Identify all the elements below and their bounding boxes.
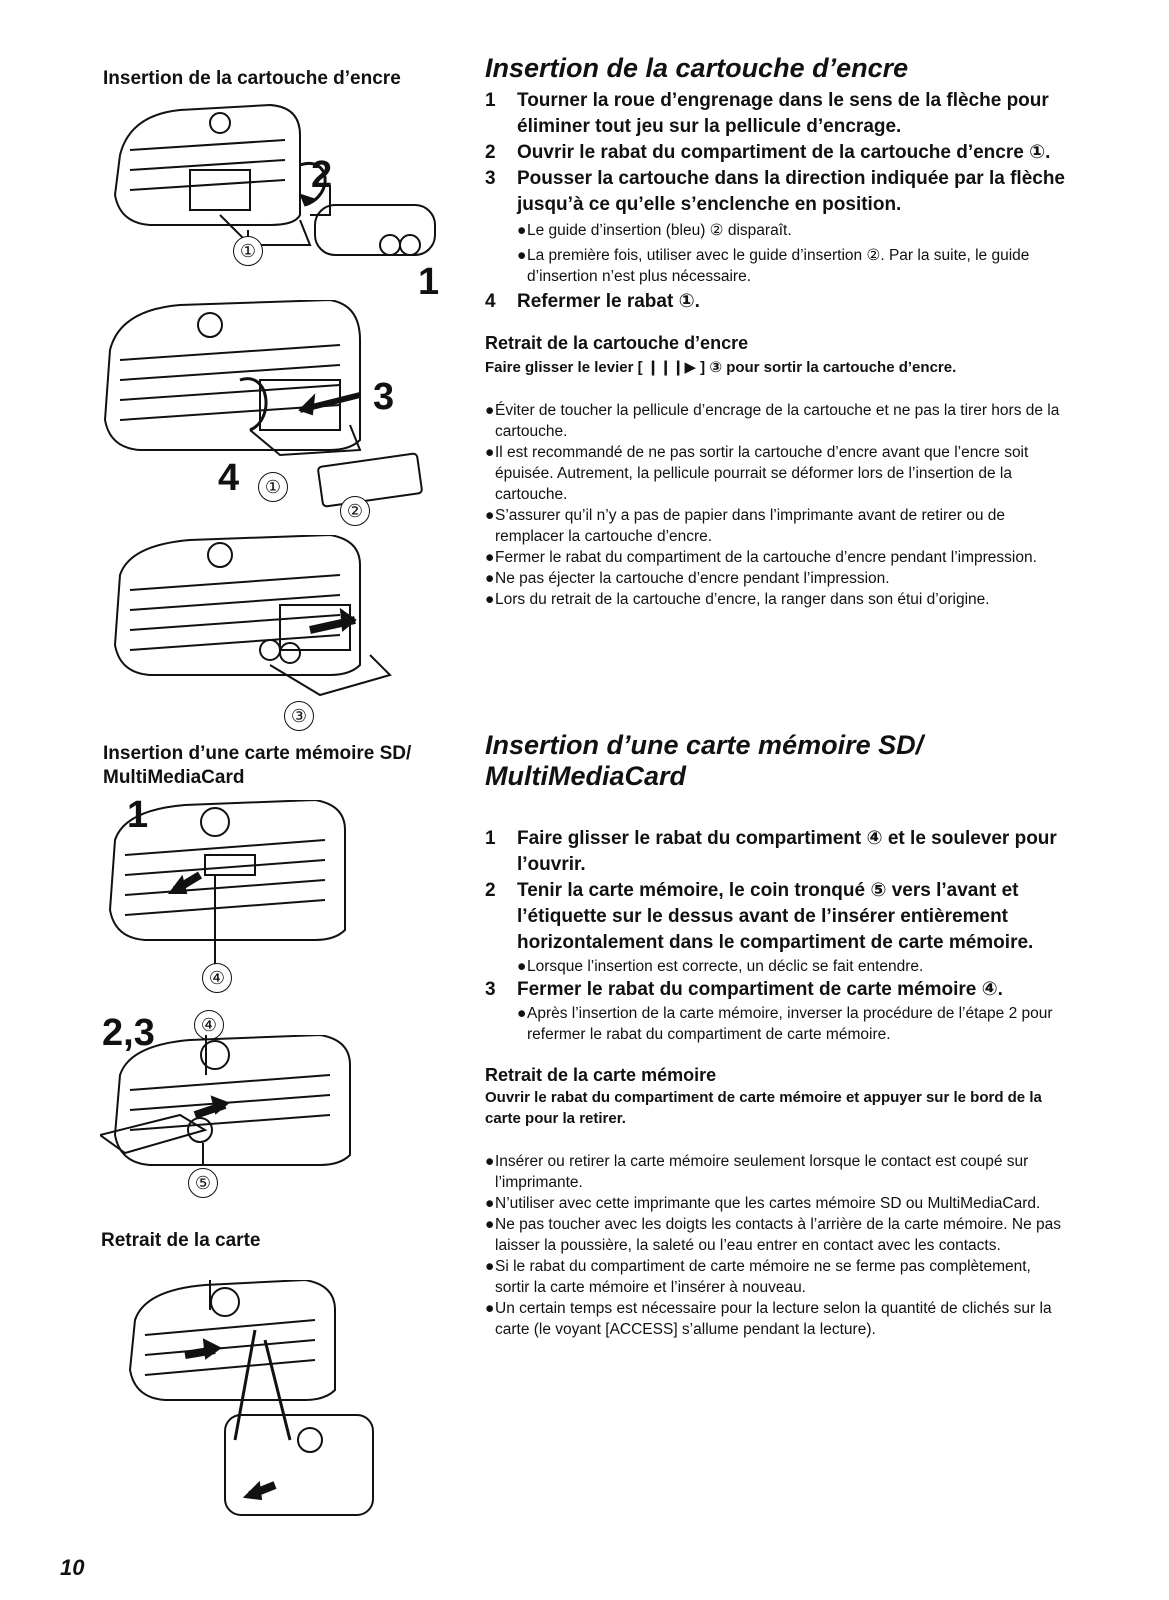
step-number: 2 [485, 880, 496, 901]
step-bullets [485, 1003, 1065, 1045]
notes-list [485, 1151, 1065, 1340]
note-item [485, 1151, 1065, 1193]
bullet-dot: ● [517, 222, 527, 239]
step-item [485, 166, 1065, 218]
caption-ink-insertion: Insertion de la cartouche d’encre [103, 68, 401, 89]
bullet-text: Lorsque l’insertion est correcte, un déclic se fait entendre. [527, 958, 924, 975]
step-text: Pousser la cartouche dans la direction indiquée par la flèche jusqu’à ce qu’elle s’enclenche en position. [517, 168, 1066, 215]
note-item [485, 1214, 1065, 1256]
figure-step-4-label: 4 [218, 457, 240, 499]
notes-list [485, 400, 1065, 610]
step-bullets [485, 220, 1065, 287]
illustration-ink-cartridge-open [100, 95, 460, 305]
bullet-dot: ● [485, 1195, 495, 1212]
note-text: Lors du retrait de la cartouche d’encre, la ranger dans son étui d’origine. [495, 591, 990, 608]
callout-2: ② [340, 496, 370, 526]
callout-1: ① [258, 472, 288, 502]
illustration-sd-card-removal [125, 1280, 380, 1520]
illustration-sd-card-insert [100, 1035, 380, 1185]
step-number: 3 [485, 168, 496, 189]
note-text: N’utiliser avec cette imprimante que les cartes mémoire SD ou MultiMediaCard. [495, 1195, 1041, 1212]
step-text: Faire glisser le rabat du compartiment ④ et le soulever pour l’ouvrir. [517, 828, 1057, 875]
note-item [485, 1256, 1065, 1298]
step-bullets [485, 956, 1065, 977]
bullet-dot: ● [517, 247, 527, 264]
note-item [485, 400, 1065, 442]
callout-4: ④ [194, 1010, 224, 1040]
note-text: Il est recommandé de ne pas sortir la cartouche d’encre avant que l’encre soit épuisée. Autrement, la pellicule pourrait se déformer lors de l’insertion de la cartouche. [495, 444, 1029, 503]
illustration-sd-slot-open [105, 800, 385, 970]
note-item [485, 589, 1065, 610]
bullet-text: Après l’insertion de la carte mémoire, inverser la procédure de l’étape 2 pour refermer le rabat du compartiment de carte mémoire. [527, 1005, 1053, 1043]
bullet-dot: ● [517, 958, 527, 975]
bullet-dot: ● [485, 1258, 495, 1275]
note-text: Éviter de toucher la pellicule d’encrage de la cartouche et ne pas la tirer hors de la cartouche. [495, 402, 1060, 440]
step-number: 1 [485, 90, 496, 111]
step-text: Ouvrir le rabat du compartiment de la cartouche d’encre ①. [517, 142, 1051, 163]
note-text: Insérer ou retirer la carte mémoire seulement lorsque le contact est coupé sur l’imprimante. [495, 1153, 1029, 1191]
removal-instruction: Ouvrir le rabat du compartiment de carte mémoire et appuyer sur le bord de la carte pour la retirer. [485, 1089, 1042, 1127]
step-item [485, 977, 1065, 1003]
callout-3: ③ [284, 701, 314, 731]
figure-step-3-label: 3 [373, 376, 395, 418]
callout-5: ⑤ [188, 1168, 218, 1198]
bullet-dot: ● [485, 1153, 495, 1170]
step-text: Refermer le rabat ①. [517, 291, 700, 312]
bullet-dot: ● [485, 591, 495, 608]
sd-section [485, 730, 1065, 1340]
step-text: Fermer le rabat du compartiment de carte mémoire ④. [517, 979, 1003, 1000]
subsection-title: Retrait de la carte mémoire [485, 1065, 717, 1085]
illustration-ink-cartridge-removal [110, 535, 400, 705]
step-item [485, 140, 1065, 166]
step-text: Tenir la carte mémoire, le coin tronqué ⑤ vers l’avant et l’étiquette sur le dessus avant de l’insérer entièrement horizontalement dans le compartiment de carte mémoire. [517, 880, 1034, 953]
step-item [485, 826, 1065, 878]
bullet-text: Le guide d’insertion (bleu) ② disparaît. [527, 222, 792, 239]
bullet-item [517, 220, 1065, 241]
section-title: Insertion d’une carte mémoire SD/ [485, 730, 924, 760]
figure-step-1-label: 1 [418, 261, 440, 303]
bullet-item [517, 245, 1065, 287]
step-item [485, 289, 1065, 315]
note-text: Ne pas éjecter la cartouche d’encre pendant l’impression. [495, 570, 890, 587]
bullet-dot: ● [485, 1300, 495, 1317]
note-text: Un certain temps est nécessaire pour la lecture selon la quantité de clichés sur la carte (le voyant [ACCESS] s’allume pendant la lecture). [495, 1300, 1052, 1338]
step-number: 4 [485, 291, 496, 312]
removal-instruction: Faire glisser le levier [ ❙❙❙▶ ] ③ pour sortir la cartouche d’encre. [485, 359, 957, 376]
bullet-text: La première fois, utiliser avec le guide d’insertion ②. Par la suite, le guide d’insertion n’est plus nécessaire. [527, 247, 1030, 285]
note-text: Fermer le rabat du compartiment de la cartouche d’encre pendant l’impression. [495, 549, 1037, 566]
caption-sd-insertion: Insertion d’une carte mémoire SD/ MultiMediaCard [103, 743, 412, 788]
step-text: Tourner la roue d’engrenage dans le sens de la flèche pour éliminer tout jeu sur la pellicule d’encrage. [517, 90, 1049, 137]
page-number: 10 [60, 1555, 85, 1580]
note-item [485, 568, 1065, 589]
callout-4: ④ [202, 963, 232, 993]
ink-section [485, 53, 1065, 610]
bullet-item [517, 1003, 1065, 1045]
note-item [485, 442, 1065, 505]
note-item [485, 505, 1065, 547]
bullet-dot: ● [485, 507, 495, 524]
caption-card-removal: Retrait de la carte [101, 1230, 261, 1251]
note-text: Ne pas toucher avec les doigts les contacts à l’arrière de la carte mémoire. Ne pas laisser la poussière, la saleté ou l’eau entrer en contact avec les contacts. [495, 1216, 1062, 1254]
bullet-dot: ● [485, 549, 495, 566]
bullet-dot: ● [485, 570, 495, 587]
note-item [485, 1193, 1065, 1214]
bullet-dot: ● [517, 1005, 527, 1022]
note-item [485, 1298, 1065, 1340]
bullet-dot: ● [485, 1216, 495, 1233]
step-number: 3 [485, 979, 496, 1000]
note-text: S’assurer qu’il n’y a pas de papier dans l’imprimante avant de retirer ou de remplacer la cartouche d’encre. [495, 507, 1006, 545]
bullet-dot: ● [485, 444, 495, 461]
callout-1: ① [233, 236, 263, 266]
bullet-item [517, 956, 1065, 977]
figure-step-1-label: 1 [127, 794, 149, 836]
note-text: Si le rabat du compartiment de carte mémoire ne se ferme pas complètement, sortir la carte mémoire et l’insérer à nouveau. [495, 1258, 1031, 1296]
section-title: Insertion de la cartouche d’encre [485, 53, 909, 83]
figure-step-2-label: 2 [311, 154, 333, 196]
bullet-dot: ● [485, 402, 495, 419]
step-number: 1 [485, 828, 496, 849]
section-title-line2: MultiMediaCard [485, 761, 687, 791]
step-number: 2 [485, 142, 496, 163]
note-item [485, 547, 1065, 568]
subsection-title: Retrait de la cartouche d’encre [485, 333, 749, 353]
figure-step-2-3-label: 2,3 [102, 1012, 155, 1054]
step-item [485, 878, 1065, 956]
step-item [485, 88, 1065, 140]
